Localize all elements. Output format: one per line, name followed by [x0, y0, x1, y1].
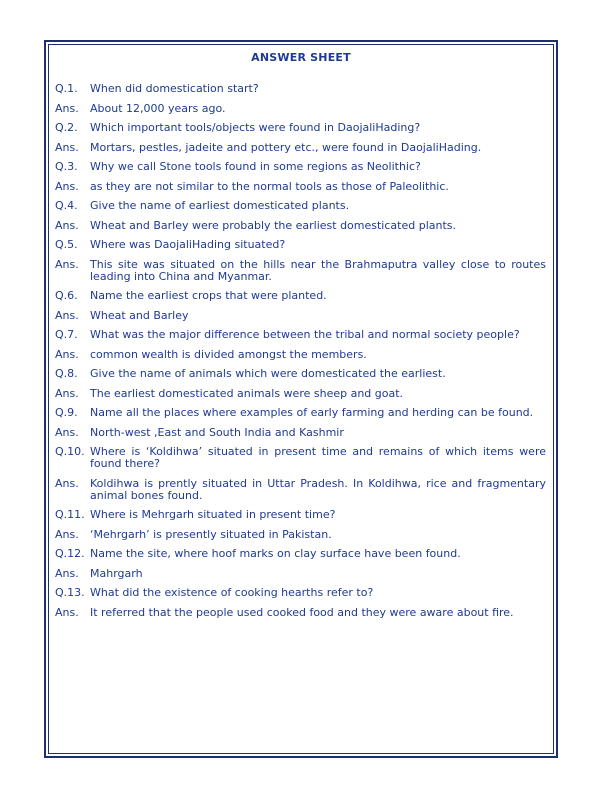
item-text: Mahrgarh — [90, 566, 143, 580]
answer-row — [55, 529, 546, 541]
item-label: Q.4. — [55, 199, 78, 212]
item-label: Q.6. — [55, 289, 78, 302]
item-text: Koldihwa is prently situated in Uttar Pradesh. In Koldihwa, rice and fragmentary animal bones found. — [90, 476, 546, 502]
item-label: Q.3. — [55, 160, 78, 173]
item-text: Name all the places where examples of early farming and herding can be found. — [90, 406, 534, 419]
question-row — [55, 548, 546, 560]
item-text: Wheat and Barley were probably the earliest domesticated plants. — [90, 218, 457, 232]
item-label: Ans. — [55, 566, 79, 580]
item-text: Which important tools/objects were found in DaojaliHading? — [90, 121, 421, 134]
item-text: About 12,000 years ago. — [90, 101, 226, 115]
item-text: Where is Mehrgarh situated in present time? — [90, 508, 336, 521]
answer-row — [55, 388, 546, 400]
item-label: Q.13. — [55, 586, 85, 599]
qa-list — [55, 83, 546, 626]
answer-row — [55, 607, 546, 619]
answer-row — [55, 427, 546, 439]
answer-row — [55, 220, 546, 232]
item-text: This site was situated on the hills near the Brahmaputra valley close to routes leading into China and Myanmar. — [90, 257, 546, 283]
item-text: It referred that the people used cooked food and they were aware about fire. — [90, 605, 514, 619]
item-label: Q.5. — [55, 238, 78, 251]
item-label: Q.8. — [55, 367, 78, 380]
item-label: Q.2. — [55, 121, 78, 134]
item-label: Ans. — [55, 101, 79, 115]
item-label: Ans. — [55, 476, 79, 490]
item-label: Ans. — [55, 218, 79, 232]
question-row — [55, 122, 546, 134]
item-text: Name the site, where hoof marks on clay surface have been found. — [90, 547, 461, 560]
item-label: Ans. — [55, 605, 79, 619]
item-text: Wheat and Barley — [90, 308, 189, 322]
item-label: Q.1. — [55, 82, 78, 95]
item-text: What did the existence of cooking hearths refer to? — [90, 586, 374, 599]
item-label: Ans. — [55, 425, 79, 439]
question-row — [55, 329, 546, 341]
item-text: Why we call Stone tools found in some regions as Neolithic? — [90, 160, 421, 173]
item-label: Ans. — [55, 308, 79, 322]
question-row — [55, 83, 546, 95]
item-label: Q.10. — [55, 445, 85, 458]
item-label: Q.9. — [55, 406, 78, 419]
item-text: Mortars, pestles, jadeite and pottery etc., were found in DaojaliHading. — [90, 140, 482, 154]
item-text: What was the major difference between the tribal and normal society people? — [90, 328, 520, 341]
item-text: Where is ‘Koldihwa’ situated in present time and remains of which items were found there? — [90, 445, 546, 470]
item-label: Ans. — [55, 179, 79, 193]
item-text: ‘Mehrgarh’ is presently situated in Pakistan. — [90, 527, 332, 541]
item-text: The earliest domesticated animals were sheep and goat. — [90, 386, 404, 400]
item-text: common wealth is divided amongst the members. — [90, 347, 367, 361]
answer-row — [55, 568, 546, 580]
item-text: North-west ,East and South India and Kashmir — [90, 425, 344, 439]
item-label: Ans. — [55, 140, 79, 154]
item-text: Name the earliest crops that were planted. — [90, 289, 327, 302]
question-row — [55, 200, 546, 212]
question-row — [55, 290, 546, 302]
question-row — [55, 509, 546, 521]
question-row — [55, 446, 546, 470]
item-label: Ans. — [55, 347, 79, 361]
question-row — [55, 587, 546, 599]
question-row — [55, 239, 546, 251]
answer-row — [55, 349, 546, 361]
question-row — [55, 161, 546, 173]
answer-row — [55, 259, 546, 283]
item-text: Give the name of earliest domesticated plants. — [90, 199, 350, 212]
item-label: Q.11. — [55, 508, 85, 521]
item-text: Where was DaojaliHading situated? — [90, 238, 286, 251]
question-row — [55, 368, 546, 380]
item-label: Q.12. — [55, 547, 85, 560]
page-title: ANSWER SHEET — [251, 51, 351, 64]
item-text: When did domestication start? — [90, 82, 259, 95]
question-row — [55, 407, 546, 419]
item-label: Q.7. — [55, 328, 78, 341]
answer-row — [55, 142, 546, 154]
item-text: Give the name of animals which were domesticated the earliest. — [90, 367, 446, 380]
item-label: Ans. — [55, 527, 79, 541]
answer-row — [55, 310, 546, 322]
item-label: Ans. — [55, 386, 79, 400]
item-label: Ans. — [55, 257, 79, 271]
answer-row — [55, 478, 546, 502]
answer-row — [55, 103, 546, 115]
item-text: as they are not similar to the normal tools as those of Paleolithic. — [90, 179, 449, 193]
answer-row — [55, 181, 546, 193]
